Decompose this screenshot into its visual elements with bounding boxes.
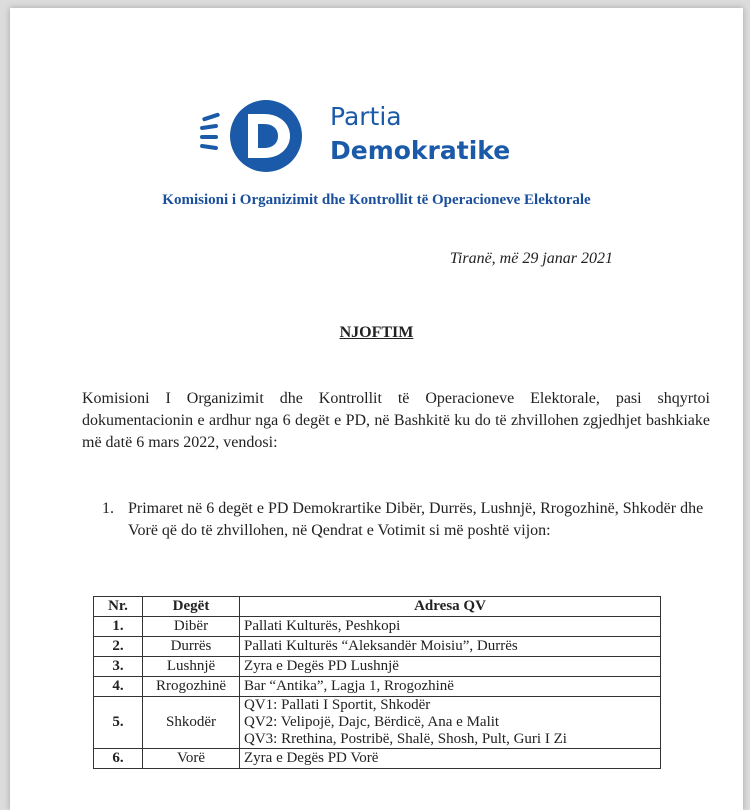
column-header-deget: Degët — [143, 597, 240, 617]
dateline: Tiranë, më 29 janar 2021 — [449, 250, 613, 267]
table-row — [94, 617, 661, 637]
table-row — [94, 749, 661, 769]
address-line: QV2: Velipojë, Dajc, Bërdicë, Ana e Malit — [244, 714, 500, 730]
row-number: 2. — [94, 637, 143, 657]
list-item-text: Primaret në 6 degët e PD Demokrartike Dibër, Durrës, Lushnjë, Rrogozhinë, Shkodër dhe Vorë që do të zhvillohen, në Qendrat e Votimit si më poshtë vijon: — [128, 500, 704, 539]
row-address: Zyra e Degës PD Vorë — [240, 749, 661, 769]
column-header-nr: Nr. — [94, 597, 143, 617]
column-header-adresa: Adresa QV — [240, 597, 661, 617]
row-address: Pallati Kulturës, Peshkopi — [240, 617, 661, 637]
row-address: Bar “Antika”, Lagja 1, Rrogozhinë — [240, 677, 661, 697]
table-row — [94, 657, 661, 677]
row-branch: Dibër — [143, 617, 240, 637]
list-item — [102, 498, 710, 542]
polling-stations-table — [93, 596, 661, 769]
row-address: Zyra e Degës PD Lushnjë — [240, 657, 661, 677]
brand-name-line2: Demokratike — [330, 136, 511, 165]
row-number: 3. — [94, 657, 143, 677]
row-branch: Lushnjë — [143, 657, 240, 677]
brand-name-line1: Partia — [330, 102, 402, 131]
party-logo-icon — [198, 96, 318, 176]
row-address: Pallati Kulturës “Aleksandër Moisiu”, Durrës — [240, 637, 661, 657]
table-row — [94, 637, 661, 657]
document-title: NJOFTIM — [339, 324, 414, 341]
table-header-row — [94, 597, 661, 617]
address-line: QV1: Pallati I Sportit, Shkodër — [244, 697, 431, 713]
list-item-number: 1. — [102, 500, 114, 517]
table-row — [94, 677, 661, 697]
address-line: QV3: Rrethina, Postribë, Shalë, Shosh, Pult, Guri I Zi — [244, 731, 567, 747]
commission-name: Komisioni i Organizimit dhe Kontrollit të Operacioneve Elektorale — [162, 192, 591, 208]
row-branch: Durrës — [143, 637, 240, 657]
row-branch: Vorë — [143, 749, 240, 769]
row-number: 5. — [94, 697, 143, 749]
table-row — [94, 697, 661, 749]
row-number: 6. — [94, 749, 143, 769]
row-number: 1. — [94, 617, 143, 637]
row-number: 4. — [94, 677, 143, 697]
row-branch: Shkodër — [143, 697, 240, 749]
document-page — [10, 8, 743, 810]
intro-paragraph: Komisioni I Organizimit dhe Kontrollit të Operacioneve Elektorale, pasi shqyrtoi dokumentacionin e ardhur nga 6 degët e PD, në Bashkitë ku do të zhvillohen zgjedhjet bashkiake më datë 6 mars 2022, vendosi: — [82, 390, 710, 451]
row-address — [240, 697, 661, 749]
row-branch: Rrogozhinë — [143, 677, 240, 697]
